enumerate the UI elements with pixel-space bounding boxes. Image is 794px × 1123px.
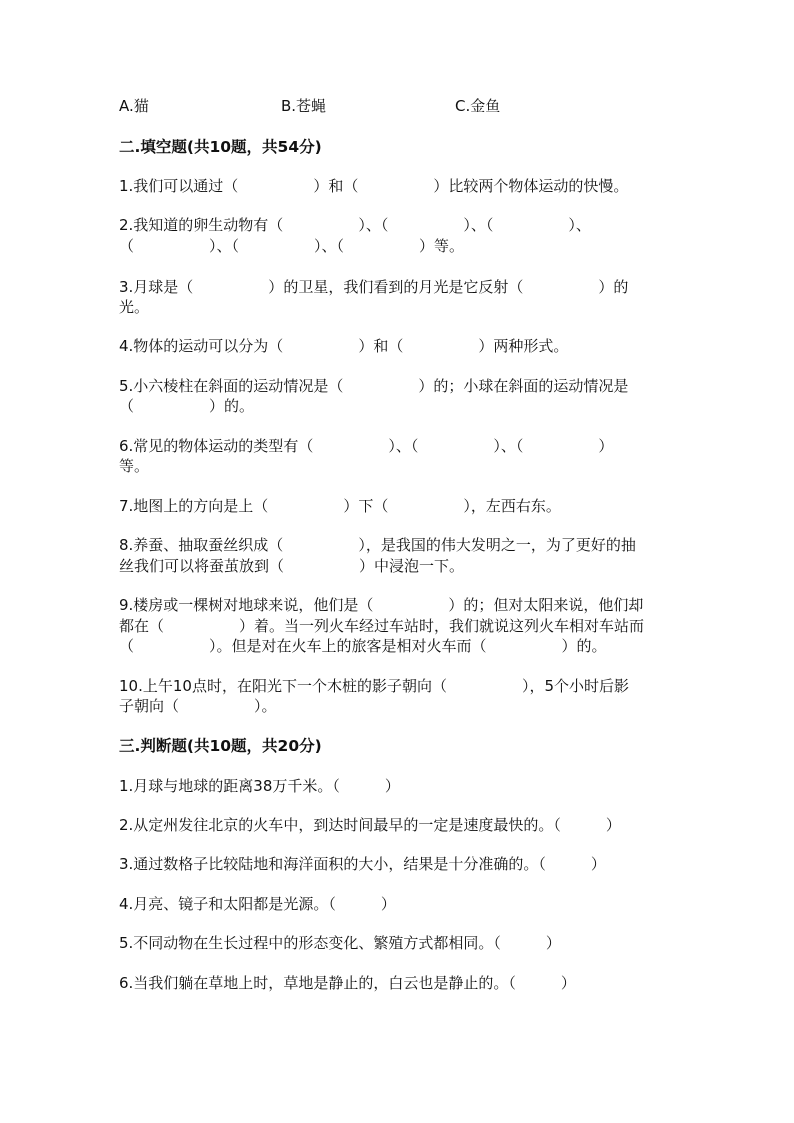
fill-q10-line1: 10.上午10点时，在阳光下一个木桩的影子朝向（ ），5个小时后影 xyxy=(119,677,629,695)
judge-q4: 4.月亮、镜子和太阳都是光源。（ ） xyxy=(119,895,396,913)
judge-q3: 3.通过数格子比较陆地和海洋面积的大小，结果是十分准确的。（ ） xyxy=(119,855,606,873)
fill-q4: 4.物体的运动可以分为（ ）和（ ）两种形式。 xyxy=(119,337,569,355)
fill-q8-line1: 8.养蚕、抽取蚕丝织成（ ），是我国的伟大发明之一，为了更好的抽 xyxy=(119,536,636,554)
judge-q6: 6.当我们躺在草地上时，草地是静止的，白云也是静止的。（ ） xyxy=(119,974,576,992)
fill-q9-line2: 都在（ ）着。当一列火车经过车站时，我们就说这列火车相对车站而 xyxy=(119,617,645,635)
fill-q3-line2: 光。 xyxy=(119,298,150,316)
fill-q9-line3: （ ）。但是对在火车上的旅客是相对火车而（ ）的。 xyxy=(119,637,607,655)
section-fill-blank-title: 二.填空题(共10题，共54分) xyxy=(119,138,322,156)
fill-q9-line1: 9.楼房或一棵树对地球来说，他们是（ ）的；但对太阳来说，他们却 xyxy=(119,596,644,614)
fill-q10-line2: 子朝向（ ）。 xyxy=(119,697,277,715)
fill-q6-line1: 6.常见的物体运动的类型有（ ）、（ ）、（ ） xyxy=(119,437,614,455)
fill-q2-line1: 2.我知道的卵生动物有（ ）、（ ）、（ ）、 xyxy=(119,216,591,234)
choice-c: C.金鱼 xyxy=(455,97,501,115)
fill-q7: 7.地图上的方向是上（ ）下（ ），左西右东。 xyxy=(119,497,561,515)
judge-q5: 5.不同动物在生长过程中的形态变化、繁殖方式都相同。（ ） xyxy=(119,934,561,952)
choice-a: A.猫 xyxy=(119,97,149,115)
judge-q1: 1.月球与地球的距离38万千米。（ ） xyxy=(119,777,400,795)
fill-q5-line2: （ ）的。 xyxy=(119,397,255,415)
section-judge-title: 三.判断题(共10题，共20分) xyxy=(119,737,322,755)
choice-b: B.苍蝇 xyxy=(281,97,327,115)
fill-q8-line2: 丝我们可以将蚕茧放到（ ）中浸泡一下。 xyxy=(119,557,465,575)
fill-q6-line2: 等。 xyxy=(119,457,150,475)
fill-q1: 1.我们可以通过（ ）和（ ）比较两个物体运动的快慢。 xyxy=(119,177,629,195)
judge-q2: 2.从定州发往北京的火车中，到达时间最早的一定是速度最快的。（ ） xyxy=(119,816,621,834)
fill-q2-line2: （ ）、（ ）、（ ）等。 xyxy=(119,237,465,255)
fill-q3-line1: 3.月球是（ ）的卫星，我们看到的月光是它反射（ ）的 xyxy=(119,278,629,296)
fill-q5-line1: 5.小六棱柱在斜面的运动情况是（ ）的；小球在斜面的运动情况是 xyxy=(119,377,629,395)
